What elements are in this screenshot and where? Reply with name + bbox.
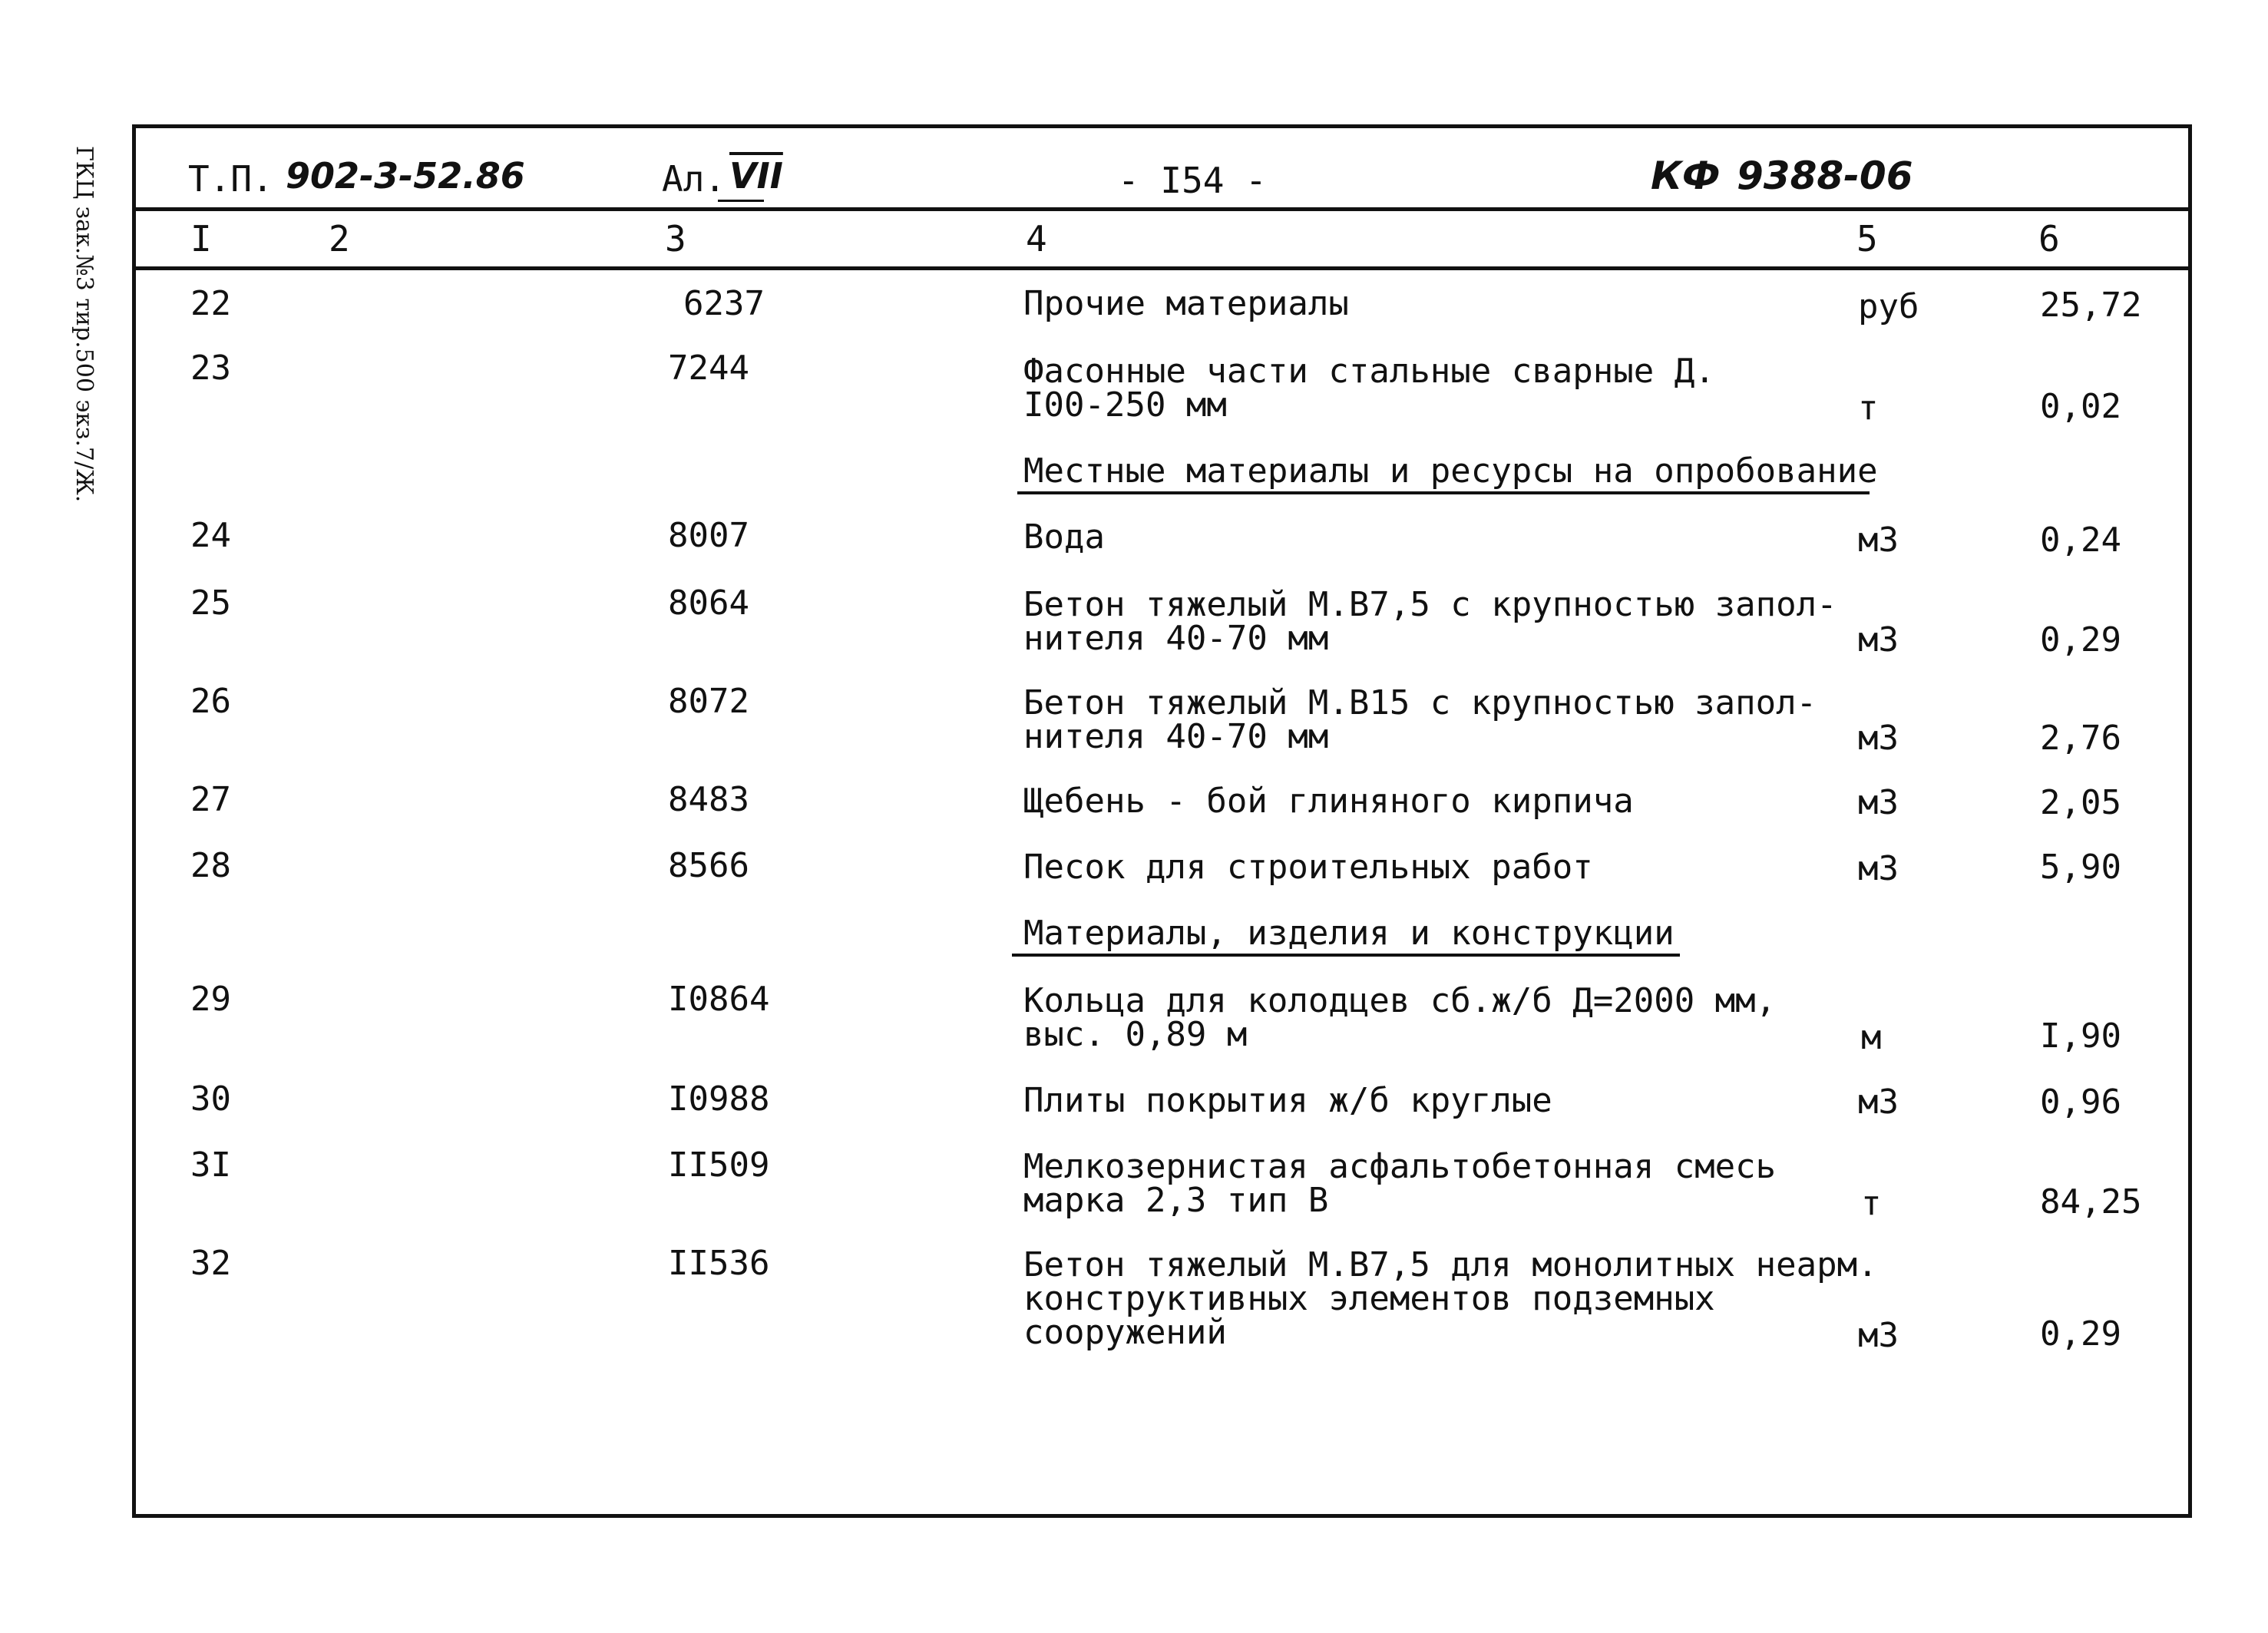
row-code: 8007 <box>668 516 749 555</box>
row-description: Бетон тяжелый М.В7,5 с крупностью запол- нителя 40-70 мм <box>1023 585 1837 658</box>
row-number: 30 <box>190 1079 231 1119</box>
tp-label: Т.П. <box>188 158 273 200</box>
row-number: 32 <box>190 1244 231 1283</box>
row-number: 22 <box>190 284 231 323</box>
row-description: Вода <box>1023 517 1105 557</box>
row-code: 7244 <box>668 349 749 388</box>
header-divider <box>132 207 2192 211</box>
section-heading-materials: Материалы, изделия и конструкции <box>1023 914 1675 953</box>
row-description: Кольца для колодцев сб.ж/б Д=2000 мм, выс. 0,89 м <box>1023 981 1777 1054</box>
row-unit: т <box>1858 388 1879 428</box>
row-code: 8566 <box>668 846 749 885</box>
row-quantity: 2,76 <box>2040 719 2121 758</box>
row-description: Бетон тяжелый М.В15 с крупностью запол- нителя 40-70 мм <box>1023 683 1817 756</box>
section-underline <box>1017 491 1870 494</box>
col-header-5: 5 <box>1856 218 1878 259</box>
row-number: 29 <box>190 980 231 1019</box>
row-quantity: 0,96 <box>2040 1083 2121 1122</box>
row-unit: м3 <box>1858 521 1899 560</box>
row-number: 27 <box>190 780 231 819</box>
col-header-3: 3 <box>665 218 686 259</box>
row-code: 8483 <box>668 780 749 819</box>
row-unit: м3 <box>1858 1083 1899 1122</box>
tp-number: 902-3-52.86 <box>286 155 525 197</box>
row-quantity: I,90 <box>2040 1016 2121 1056</box>
row-unit: м <box>1861 1018 1882 1057</box>
row-description: Фасонные части стальные сварные Д. I00-250 мм <box>1023 352 1715 425</box>
row-number: 3I <box>190 1145 231 1185</box>
row-number: 23 <box>190 349 231 388</box>
section-underline <box>1012 954 1680 957</box>
row-quantity: 0,24 <box>2040 521 2121 560</box>
row-unit: м3 <box>1858 620 1899 659</box>
row-quantity: 84,25 <box>2040 1182 2142 1221</box>
section-heading-local: Местные материалы и ресурсы на опробование <box>1023 451 1878 491</box>
row-unit: м3 <box>1858 783 1899 822</box>
col-header-1: I <box>190 218 212 259</box>
row-code: I0988 <box>668 1079 770 1119</box>
row-code: II536 <box>668 1244 770 1283</box>
album-underline <box>718 200 764 202</box>
row-description: Прочие материалы <box>1023 284 1349 323</box>
kf-number: 9388-06 <box>1737 154 1913 198</box>
row-code: 8064 <box>668 583 749 623</box>
row-code: I0864 <box>668 980 770 1019</box>
row-quantity: 5,90 <box>2040 848 2121 887</box>
column-header-divider <box>132 266 2192 270</box>
kf-label: КФ <box>1651 154 1721 198</box>
row-description: Песок для строительных работ <box>1023 848 1593 887</box>
col-header-4: 4 <box>1026 218 1047 259</box>
row-unit: руб <box>1858 287 1919 326</box>
row-quantity: 25,72 <box>2040 286 2142 325</box>
row-unit: м3 <box>1858 719 1899 758</box>
row-description: Бетон тяжелый М.В7,5 для монолитных неарм. конструктивных элементов подземных сооружений <box>1023 1245 1878 1352</box>
row-code: 6237 <box>683 284 765 323</box>
side-note: ГКЦ зак.№3 тир.500 экз.7/Ж. <box>71 146 98 503</box>
row-quantity: 0,29 <box>2040 1314 2121 1354</box>
row-unit: м3 <box>1858 1316 1899 1355</box>
row-quantity: 0,29 <box>2040 620 2121 659</box>
page-number: - I54 - <box>1118 160 1267 201</box>
row-description: Щебень - бой глиняного кирпича <box>1023 782 1634 821</box>
row-number: 28 <box>190 846 231 885</box>
row-quantity: 0,02 <box>2040 387 2121 426</box>
col-header-2: 2 <box>329 218 350 259</box>
album-number: $\overline{VII}$ <box>729 155 783 197</box>
row-description: Плиты покрытия ж/б круглые <box>1023 1081 1552 1120</box>
album-label: Ал. <box>662 158 726 200</box>
row-number: 24 <box>190 516 231 555</box>
row-number: 26 <box>190 682 231 721</box>
row-unit: т <box>1861 1184 1882 1223</box>
row-unit: м3 <box>1858 849 1899 888</box>
col-header-6: 6 <box>2038 218 2060 259</box>
row-quantity: 2,05 <box>2040 783 2121 822</box>
row-code: 8072 <box>668 682 749 721</box>
row-number: 25 <box>190 583 231 623</box>
row-description: Мелкозернистая асфальтобетонная смесь марка 2,3 тип В <box>1023 1147 1777 1220</box>
row-code: II509 <box>668 1145 770 1185</box>
